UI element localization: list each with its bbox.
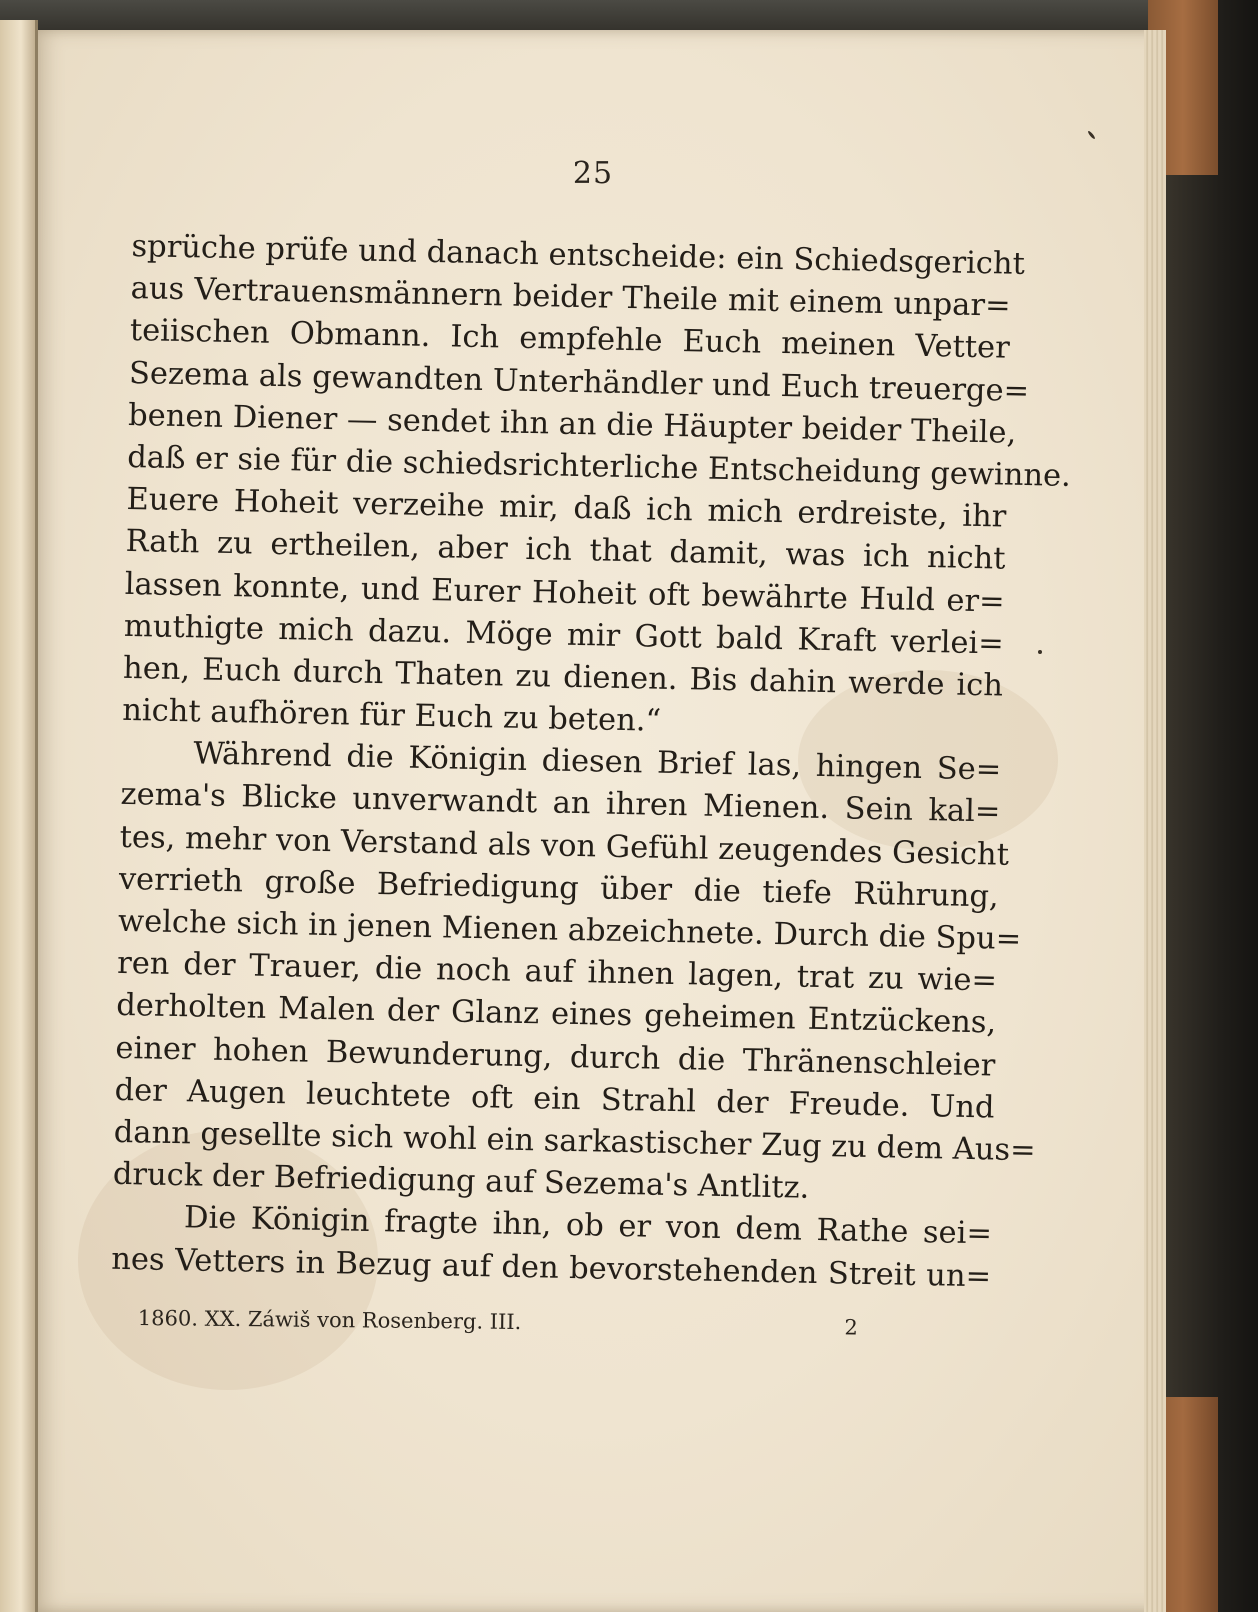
facing-page-edge xyxy=(0,20,38,1612)
text-line: Rath zu ertheilen, aber ich that damit, was ich nicht xyxy=(125,524,1006,577)
text-line: nicht aufhören für Euch zu beten.“ xyxy=(121,692,662,739)
text-line: daß er sie für die schiedsrichterliche Entscheidung gewinne. xyxy=(127,439,1072,494)
text-line: derholten Malen der Glanz eines geheimen Entzückens, xyxy=(115,988,997,1041)
text-line: hen, Euch durch Thaten zu dienen. Bis dahin werde ich xyxy=(122,650,1004,704)
page-edges xyxy=(1144,30,1166,1612)
text-line: Während die Königin diesen Brief las, hingen Se= xyxy=(193,736,1002,788)
text-line: dann gesellte sich wohl ein sarkastischer Zug zu dem Aus= xyxy=(113,1114,1036,1169)
book-page xyxy=(38,30,1166,1612)
text-line: welche sich in jenen Mienen abzeichnete. Durch die Spu= xyxy=(117,903,1022,957)
text-line: lassen konnte, und Eurer Hoheit oft bewährte Huld er= xyxy=(124,566,1005,620)
book-cover-right-edge xyxy=(1163,0,1258,1612)
text-line: teiischen Obmann. Ich empfehle Euch meinen Vetter xyxy=(129,313,1011,367)
signature-text: 1860. XX. Záwiš von Rosenberg. III. xyxy=(137,1306,522,1335)
text-line: Euere Hoheit verzeihe mir, daß ich mich erdreiste, ihr xyxy=(126,482,1007,535)
text-line: sprüche prüfe und danach entscheide: ein Schiedsgericht xyxy=(131,228,1026,282)
text-line: verrieth große Befriedigung über die tiefe Rührung, xyxy=(118,861,1000,915)
text-line: nes Vetters in Bezug auf den bevorstehenden Streit un= xyxy=(110,1241,992,1294)
text-line: Die Königin fragte ihn, ob er von dem Rathe sei= xyxy=(183,1200,993,1252)
ink-speck xyxy=(1038,650,1042,654)
body-text xyxy=(110,226,1072,1298)
sheet-number: 2 xyxy=(844,1315,858,1340)
text-line: Sezema als gewandten Unterhändler und Euch treuerge= xyxy=(128,355,1030,409)
text-line: druck der Befriedigung auf Sezema's Antlitz. xyxy=(112,1156,810,1206)
text-line: benen Diener — sendet ihn an die Häupter beider Theile, xyxy=(127,397,1017,451)
text-line: einer hohen Bewunderung, durch die Thränenschleier xyxy=(115,1030,996,1084)
page-number: 25 xyxy=(572,156,614,191)
book-cover-top-edge xyxy=(0,0,1258,30)
text-line: ren der Trauer, die noch auf ihnen lagen, trat zu wie= xyxy=(116,946,998,999)
text-line: zema's Blicke unverwandt an ihren Mienen. Sein kal= xyxy=(120,777,1001,830)
text-line: aus Vertrauensmännern beider Theile mit einem unpar= xyxy=(130,271,1011,324)
text-line: tes, mehr von Verstand als von Gefühl zeugendes Gesicht xyxy=(119,819,1010,873)
text-line: der Augen leuchtete oft ein Strahl der Freude. Und xyxy=(114,1072,995,1126)
ink-speck xyxy=(1087,130,1096,140)
text-line: muthigte mich dazu. Möge mir Gott bald Kraft verlei= xyxy=(123,608,1005,662)
